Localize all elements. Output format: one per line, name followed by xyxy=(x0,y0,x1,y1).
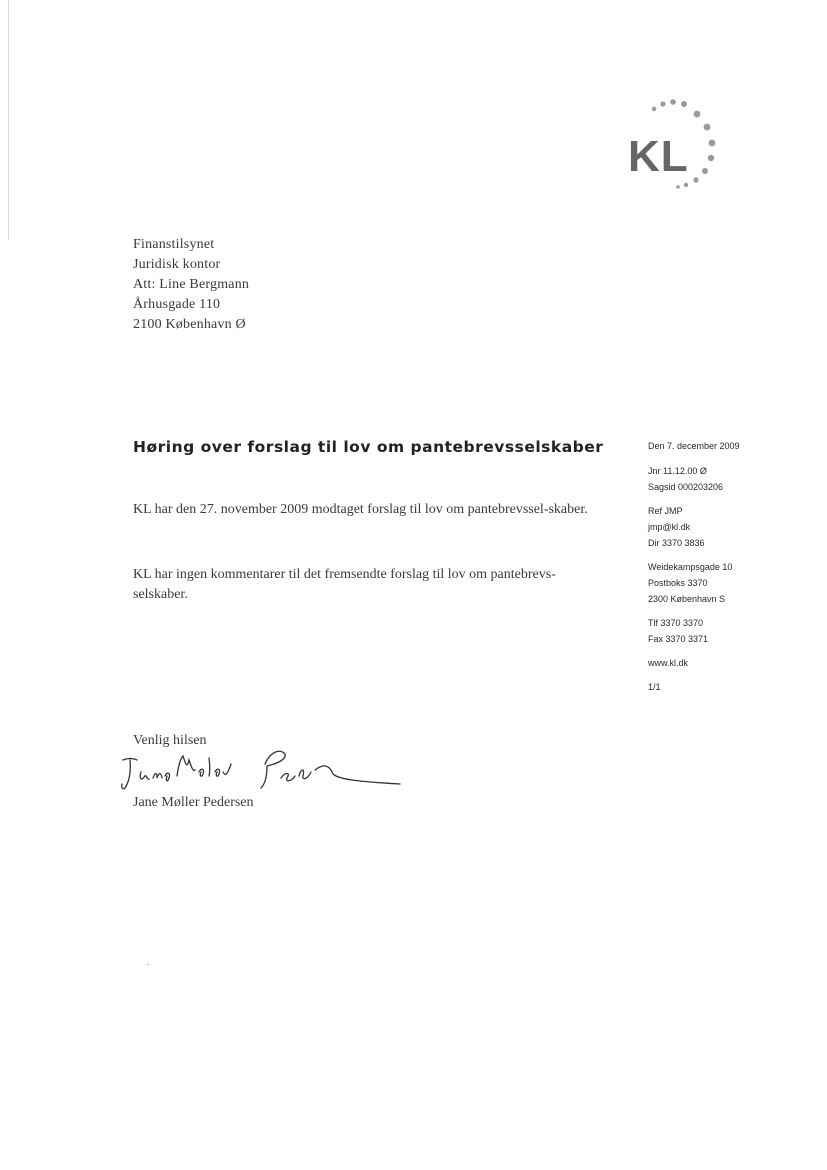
fax: Fax 3370 3371 xyxy=(648,634,709,644)
scan-speck xyxy=(147,964,149,965)
scan-edge-line xyxy=(8,0,9,240)
kl-logo-text: KL xyxy=(628,132,689,181)
recipient-line: Att: Line Bergmann xyxy=(133,277,250,292)
direct-phone: Dir 3370 3836 xyxy=(648,538,705,548)
journal-number: Jnr 11.12.00 Ø xyxy=(648,466,707,476)
letter-paragraph-2: KL har ingen kommentarer til det fremsendte forslag til lov om pantebrevs-selskaber. xyxy=(133,567,556,602)
page-number: 1/1 xyxy=(648,682,661,692)
signer-name: Jane Møller Pedersen xyxy=(133,795,254,810)
sender-info-column xyxy=(648,438,818,695)
website: www.kl.dk xyxy=(648,658,689,668)
letter-paragraph-1: KL har den 27. november 2009 modtaget forslag til lov om pantebrevssel-skaber. xyxy=(133,502,588,517)
phone: Tlf 3370 3370 xyxy=(648,618,704,628)
recipient-address xyxy=(133,235,249,335)
kl-logo xyxy=(620,95,735,195)
reference: Ref JMP xyxy=(648,506,683,516)
recipient-line: Århusgade 110 xyxy=(133,297,221,312)
letter-subject: Høring over forslag til lov om pantebrevsselskaber xyxy=(133,438,604,456)
recipient-line: Finanstilsynet xyxy=(133,237,215,252)
recipient-line: 2100 København Ø xyxy=(133,317,246,332)
handwritten-signature xyxy=(115,742,405,800)
contact-email: jmp@kl.dk xyxy=(648,522,691,532)
postbox: Postboks 3370 xyxy=(648,578,708,588)
city: 2300 København S xyxy=(648,594,726,604)
case-id: Sagsid 000203206 xyxy=(648,482,724,492)
recipient-line: Juridisk kontor xyxy=(133,257,221,272)
letter-closing: Venlig hilsen xyxy=(133,733,207,748)
letter-date: Den 7. december 2009 xyxy=(648,441,740,451)
street-address: Weidekampsgade 10 xyxy=(648,562,733,572)
